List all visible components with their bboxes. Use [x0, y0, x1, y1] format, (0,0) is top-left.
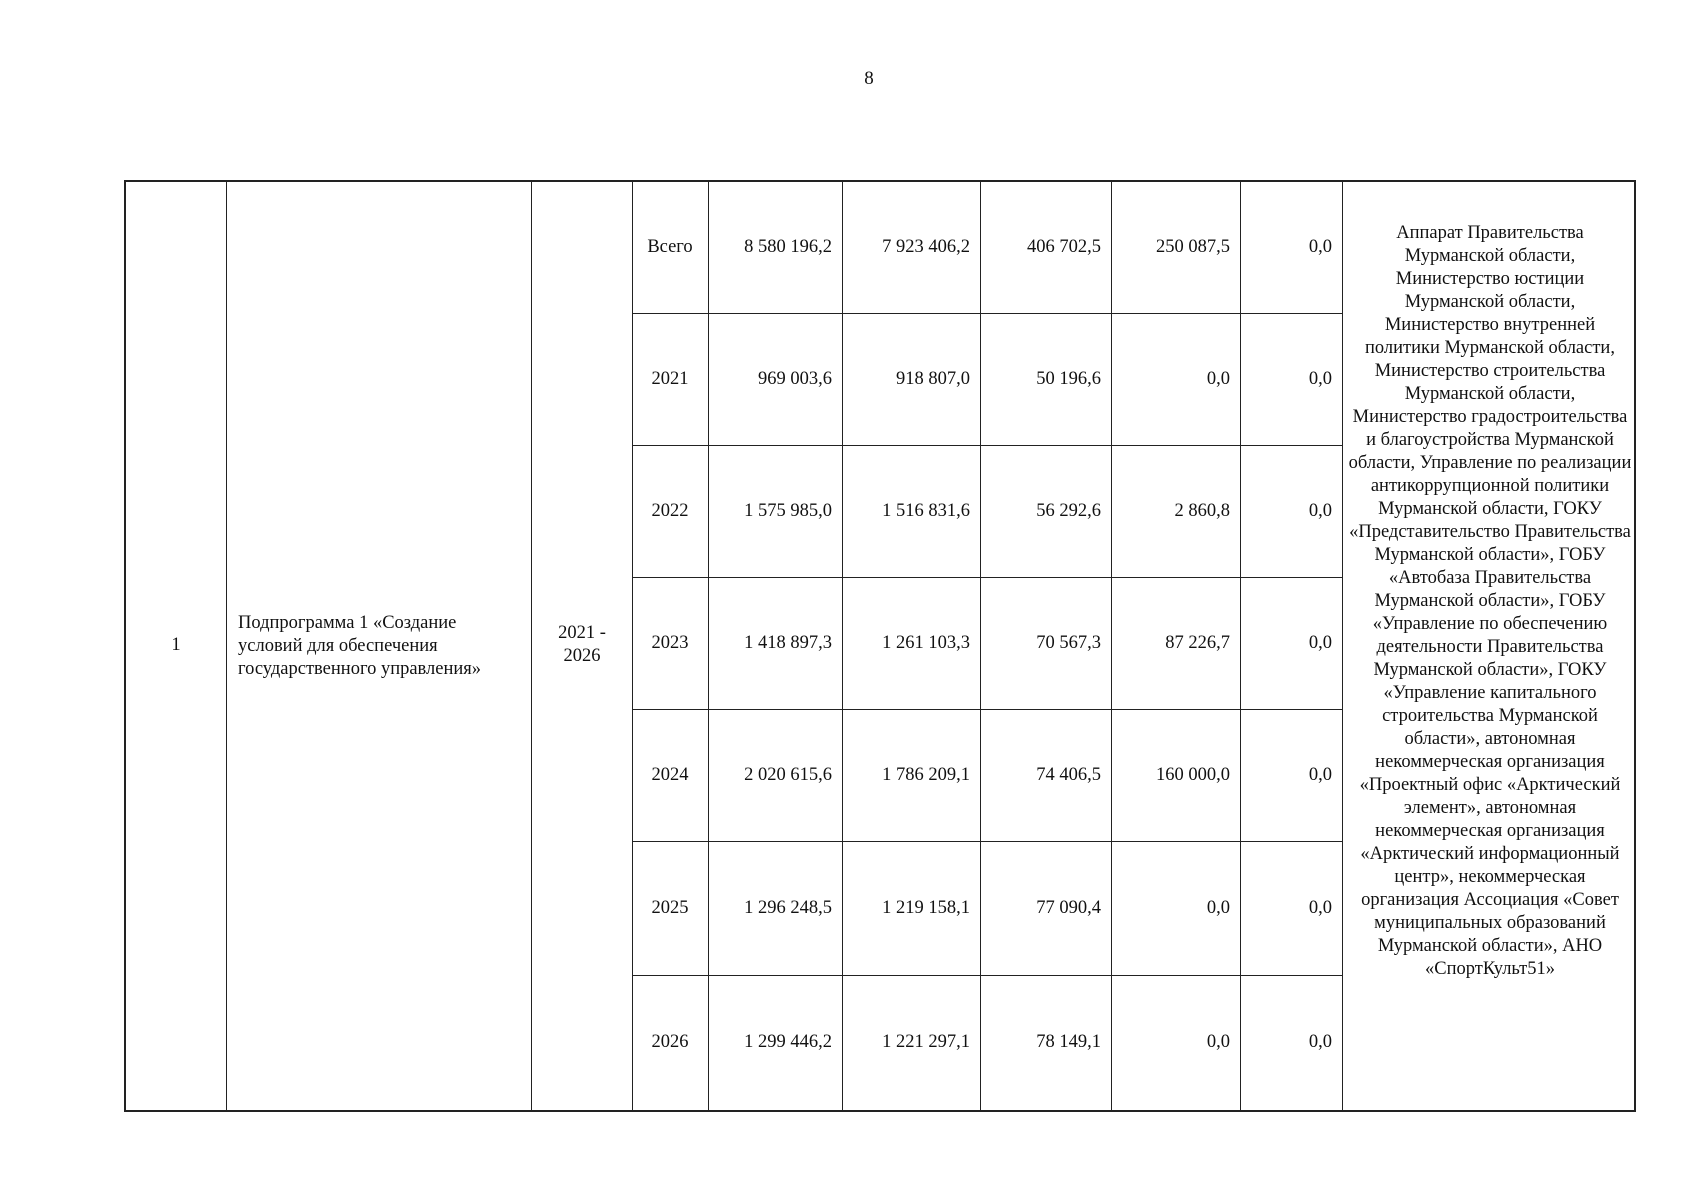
- local-budget-cell: 0,0: [1206, 898, 1230, 918]
- year-cell: 2026: [651, 1032, 689, 1052]
- total-cell: 1 575 985,0: [744, 501, 832, 521]
- column-divider: [531, 182, 532, 1110]
- total-cell: 1 418 897,3: [744, 633, 832, 653]
- other-sources-cell: 0,0: [1308, 501, 1332, 521]
- total-cell: 969 003,6: [758, 369, 832, 389]
- regional-budget-cell: 7 923 406,2: [882, 237, 970, 257]
- total-cell: 1 299 446,2: [744, 1032, 832, 1052]
- federal-budget-cell: 50 196,6: [1036, 369, 1101, 389]
- regional-budget-cell: 918 807,0: [896, 369, 970, 389]
- other-sources-cell: 0,0: [1308, 237, 1332, 257]
- year-cell: 2023: [651, 633, 689, 653]
- column-divider: [226, 182, 227, 1110]
- row-divider: [632, 975, 1342, 976]
- page-number: 8: [864, 68, 874, 89]
- local-budget-cell: 0,0: [1206, 369, 1230, 389]
- federal-budget-cell: 74 406,5: [1036, 765, 1101, 785]
- local-budget-cell: 0,0: [1206, 1032, 1230, 1052]
- row-divider: [632, 841, 1342, 842]
- regional-budget-cell: 1 786 209,1: [882, 765, 970, 785]
- federal-budget-cell: 56 292,6: [1036, 501, 1101, 521]
- funding-row-2024: [632, 710, 1470, 841]
- year-cell: 2024: [651, 765, 689, 785]
- total-cell: 2 020 615,6: [744, 765, 832, 785]
- local-budget-cell: 87 226,7: [1165, 633, 1230, 653]
- local-budget-cell: 250 087,5: [1156, 237, 1230, 257]
- local-budget-cell: 160 000,0: [1156, 765, 1230, 785]
- executors-list: Аппарат Правительства Мурманской области, Министерство юстиции Мурманской области, Министерство внутренней политики Мурманской области, Министерство строительства Мурманской области, Министерство градостроительства и благоустройства Мурманской области, Управление по реализации антикоррупционной политики Мурманской области, ГОКУ «Представительство Правительства Мурманской области», ГОБУ «Автобаза Правительства Мурманской области», ГОБУ «Управление по обеспечению деятельности Правительства Мурманской области», ГОКУ «Управление капитального строительства Мурманской области», автономная некоммерческая организация «Проектный офис «Арктический элемент», автономная некоммерческая организация «Арктический информационный центр», некоммерческая организация Ассоциация «Совет муниципальных образований Мурманской области», АНО «СпортКульт51»: [1348, 223, 1632, 979]
- federal-budget-cell: 406 702,5: [1027, 237, 1101, 257]
- funding-row-2021: [632, 314, 1470, 445]
- regional-budget-cell: 1 219 158,1: [882, 898, 970, 918]
- year-cell: 2021: [651, 369, 689, 389]
- other-sources-cell: 0,0: [1308, 1032, 1332, 1052]
- period: 2021 - 2026: [558, 623, 606, 666]
- row-number: 1: [171, 635, 181, 655]
- year-cell: 2022: [651, 501, 689, 521]
- year-cell: Всего: [647, 237, 693, 257]
- funding-row-2026: [632, 977, 1470, 1108]
- other-sources-cell: 0,0: [1308, 369, 1332, 389]
- funding-row-2022: [632, 446, 1470, 577]
- year-cell: 2025: [651, 898, 689, 918]
- regional-budget-cell: 1 261 103,3: [882, 633, 970, 653]
- federal-budget-cell: 77 090,4: [1036, 898, 1101, 918]
- program-table: [124, 180, 1636, 1112]
- funding-row-2025: [632, 843, 1470, 974]
- funding-row-total: [632, 182, 1470, 313]
- total-cell: 8 580 196,2: [744, 237, 832, 257]
- other-sources-cell: 0,0: [1308, 765, 1332, 785]
- other-sources-cell: 0,0: [1308, 633, 1332, 653]
- regional-budget-cell: 1 221 297,1: [882, 1032, 970, 1052]
- total-cell: 1 296 248,5: [744, 898, 832, 918]
- funding-row-2023: [632, 578, 1470, 709]
- local-budget-cell: 2 860,8: [1174, 501, 1230, 521]
- federal-budget-cell: 70 567,3: [1036, 633, 1101, 653]
- regional-budget-cell: 1 516 831,6: [882, 501, 970, 521]
- other-sources-cell: 0,0: [1308, 898, 1332, 918]
- subprogram-name: Подпрограмма 1 «Создание условий для обеспечения государственного управления»: [238, 613, 482, 679]
- federal-budget-cell: 78 149,1: [1036, 1032, 1101, 1052]
